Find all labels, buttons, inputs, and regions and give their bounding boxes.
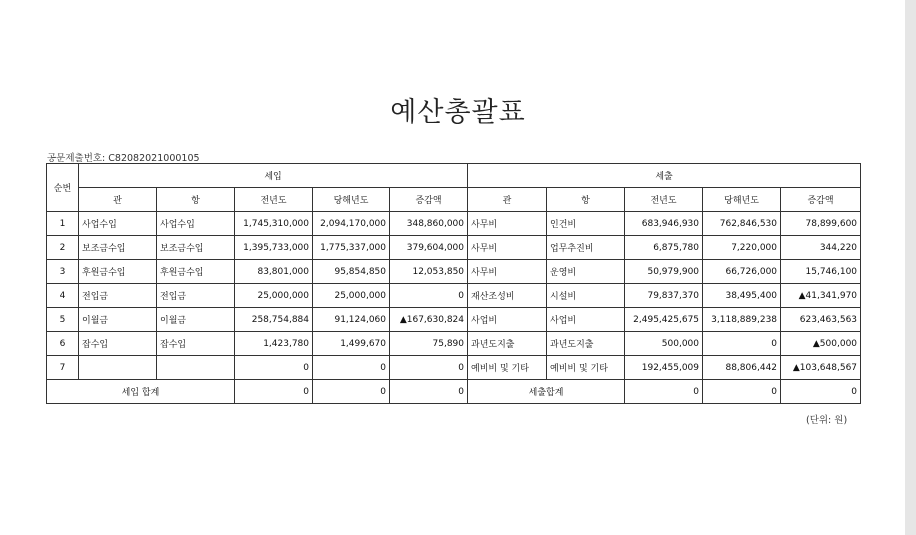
table-row xyxy=(47,260,861,284)
income-hang-cell: 보조금수입 xyxy=(157,236,235,260)
income-curr-cell: 95,854,850 xyxy=(313,260,390,284)
seq-cell: 2 xyxy=(47,236,79,260)
expense-gwan-cell: 사무비 xyxy=(468,236,547,260)
expense-col-header: 항 xyxy=(547,188,625,212)
income-curr-cell: 2,094,170,000 xyxy=(313,212,390,236)
document-number: 공문제출번호: C82082021000105 xyxy=(47,153,200,164)
expense-gwan-cell: 사무비 xyxy=(468,260,547,284)
expense-diff-cell: 623,463,563 xyxy=(781,308,861,332)
income-hang-cell: 전입금 xyxy=(157,284,235,308)
income-diff-cell: 379,604,000 xyxy=(390,236,468,260)
income-gwan-cell xyxy=(79,356,157,380)
income-gwan-cell: 잡수입 xyxy=(79,332,157,356)
expense-gwan-cell: 과년도지출 xyxy=(468,332,547,356)
expense-curr-cell: 0 xyxy=(703,332,781,356)
window-edge xyxy=(905,0,916,535)
seq-header: 순번 xyxy=(47,164,79,212)
seq-cell: 3 xyxy=(47,260,79,284)
expense-prev-cell: 50,979,900 xyxy=(625,260,703,284)
totals-row xyxy=(47,380,861,404)
expense-col-header: 관 xyxy=(468,188,547,212)
income-total-diff: 0 xyxy=(390,380,468,404)
income-diff-cell: 348,860,000 xyxy=(390,212,468,236)
expense-gwan-cell: 사무비 xyxy=(468,212,547,236)
income-hang-cell: 잡수입 xyxy=(157,332,235,356)
expense-curr-cell: 88,806,442 xyxy=(703,356,781,380)
expense-gwan-cell: 재산조성비 xyxy=(468,284,547,308)
income-hang-cell xyxy=(157,356,235,380)
expense-curr-cell: 7,220,000 xyxy=(703,236,781,260)
seq-cell: 7 xyxy=(47,356,79,380)
expense-prev-cell: 2,495,425,675 xyxy=(625,308,703,332)
income-prev-cell: 1,745,310,000 xyxy=(235,212,313,236)
income-gwan-cell: 후원금수입 xyxy=(79,260,157,284)
income-diff-cell: ▲167,630,824 xyxy=(390,308,468,332)
seq-cell: 1 xyxy=(47,212,79,236)
page-title: 예산총괄표 xyxy=(390,97,526,128)
expense-diff-cell: ▲41,341,970 xyxy=(781,284,861,308)
income-group-header: 세입 xyxy=(79,164,468,188)
expense-diff-cell: 78,899,600 xyxy=(781,212,861,236)
table-row xyxy=(47,212,861,236)
income-prev-cell: 83,801,000 xyxy=(235,260,313,284)
income-gwan-cell: 사업수입 xyxy=(79,212,157,236)
expense-hang-cell: 시설비 xyxy=(547,284,625,308)
table-row xyxy=(47,332,861,356)
income-col-header: 전년도 xyxy=(235,188,313,212)
expense-gwan-cell: 사업비 xyxy=(468,308,547,332)
expense-col-header: 당해년도 xyxy=(703,188,781,212)
expense-gwan-cell: 예비비 및 기타 xyxy=(468,356,547,380)
expense-hang-cell: 인건비 xyxy=(547,212,625,236)
seq-cell: 4 xyxy=(47,284,79,308)
expense-curr-cell: 66,726,000 xyxy=(703,260,781,284)
expense-diff-cell: ▲500,000 xyxy=(781,332,861,356)
expense-total-curr: 0 xyxy=(703,380,781,404)
expense-prev-cell: 6,875,780 xyxy=(625,236,703,260)
income-total-prev: 0 xyxy=(235,380,313,404)
income-curr-cell: 25,000,000 xyxy=(313,284,390,308)
income-gwan-cell: 전입금 xyxy=(79,284,157,308)
income-total-curr: 0 xyxy=(313,380,390,404)
expense-prev-cell: 192,455,009 xyxy=(625,356,703,380)
expense-curr-cell: 762,846,530 xyxy=(703,212,781,236)
income-gwan-cell: 이월금 xyxy=(79,308,157,332)
expense-prev-cell: 500,000 xyxy=(625,332,703,356)
income-diff-cell: 0 xyxy=(390,284,468,308)
expense-diff-cell: 15,746,100 xyxy=(781,260,861,284)
income-gwan-cell: 보조금수입 xyxy=(79,236,157,260)
header-row-columns xyxy=(47,188,861,212)
table-row xyxy=(47,356,861,380)
expense-prev-cell: 683,946,930 xyxy=(625,212,703,236)
expense-hang-cell: 운영비 xyxy=(547,260,625,284)
expense-curr-cell: 3,118,889,238 xyxy=(703,308,781,332)
expense-hang-cell: 과년도지출 xyxy=(547,332,625,356)
expense-diff-cell: ▲103,648,567 xyxy=(781,356,861,380)
income-col-header: 관 xyxy=(79,188,157,212)
seq-cell: 6 xyxy=(47,332,79,356)
expense-prev-cell: 79,837,370 xyxy=(625,284,703,308)
expense-curr-cell: 38,495,400 xyxy=(703,284,781,308)
unit-note: (단위: 원) xyxy=(806,415,848,426)
expense-diff-cell: 344,220 xyxy=(781,236,861,260)
expense-hang-cell: 사업비 xyxy=(547,308,625,332)
income-col-header: 증감액 xyxy=(390,188,468,212)
income-hang-cell: 이월금 xyxy=(157,308,235,332)
expense-hang-cell: 업무추진비 xyxy=(547,236,625,260)
income-diff-cell: 12,053,850 xyxy=(390,260,468,284)
expense-total-diff: 0 xyxy=(781,380,861,404)
table-row xyxy=(47,284,861,308)
expense-hang-cell: 예비비 및 기타 xyxy=(547,356,625,380)
income-prev-cell: 25,000,000 xyxy=(235,284,313,308)
income-col-header: 항 xyxy=(157,188,235,212)
income-prev-cell: 1,423,780 xyxy=(235,332,313,356)
expense-col-header: 전년도 xyxy=(625,188,703,212)
income-curr-cell: 0 xyxy=(313,356,390,380)
income-hang-cell: 사업수입 xyxy=(157,212,235,236)
income-curr-cell: 1,499,670 xyxy=(313,332,390,356)
income-diff-cell: 0 xyxy=(390,356,468,380)
income-curr-cell: 1,775,337,000 xyxy=(313,236,390,260)
expense-col-header: 증감액 xyxy=(781,188,861,212)
expense-group-header: 세출 xyxy=(468,164,861,188)
income-diff-cell: 75,890 xyxy=(390,332,468,356)
table-row xyxy=(47,308,861,332)
expense-total-prev: 0 xyxy=(625,380,703,404)
income-prev-cell: 0 xyxy=(235,356,313,380)
income-total-label: 세입 합계 xyxy=(47,380,235,404)
income-hang-cell: 후원금수입 xyxy=(157,260,235,284)
budget-summary-table xyxy=(46,163,861,404)
income-curr-cell: 91,124,060 xyxy=(313,308,390,332)
income-prev-cell: 1,395,733,000 xyxy=(235,236,313,260)
table-row xyxy=(47,236,861,260)
header-row-groups xyxy=(47,164,861,188)
income-col-header: 당해년도 xyxy=(313,188,390,212)
seq-cell: 5 xyxy=(47,308,79,332)
income-prev-cell: 258,754,884 xyxy=(235,308,313,332)
expense-total-label: 세출합계 xyxy=(468,380,625,404)
